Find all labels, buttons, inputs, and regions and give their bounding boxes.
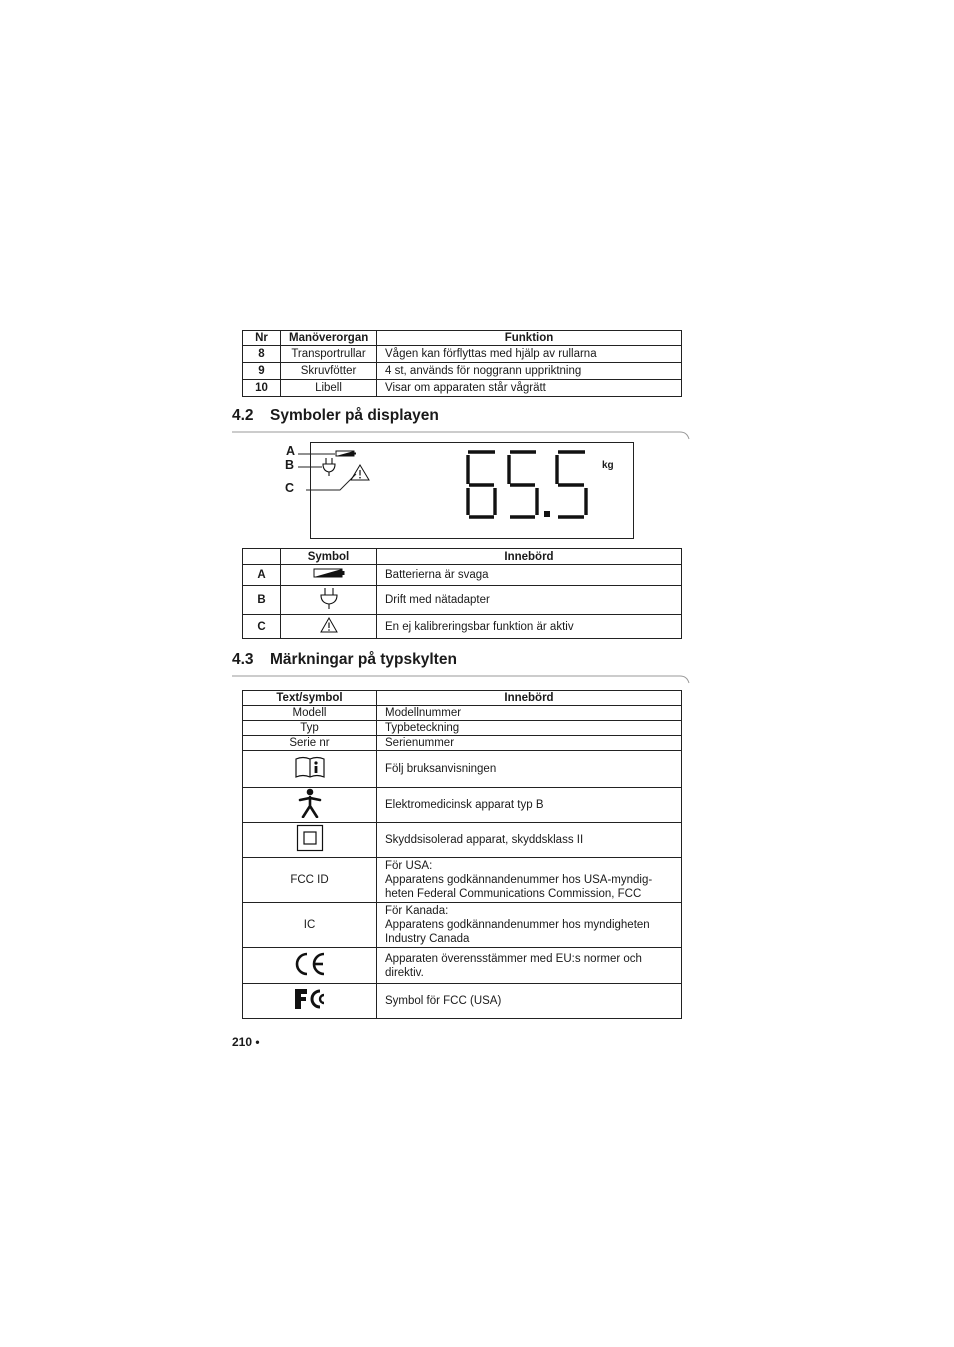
- display-symbols-table: [242, 548, 682, 639]
- page-number: 210 •: [232, 1035, 260, 1049]
- row-symbol: Typ: [243, 721, 377, 736]
- row-symbol: Serie nr: [243, 736, 377, 751]
- warning-triangle-icon: [320, 617, 338, 633]
- row-meaning: Modellnummer: [377, 706, 682, 721]
- section-rule: [232, 672, 692, 684]
- table-row: [243, 751, 682, 788]
- table-row: [243, 363, 682, 380]
- row-nr: 10: [243, 380, 281, 397]
- label-markings-table: [242, 690, 682, 1019]
- row-key: C: [243, 615, 281, 639]
- symbol-cell: [281, 615, 377, 639]
- fcc-logo-icon: [293, 986, 327, 1012]
- row-organ: Libell: [281, 380, 377, 397]
- row-meaning: Batterierna är svaga: [377, 565, 682, 586]
- row-meaning: [377, 948, 682, 984]
- section-title: Symboler på displayen: [270, 407, 439, 424]
- table-row: [243, 380, 682, 397]
- col-header-funktion: Funktion: [377, 331, 682, 346]
- table-row: [243, 903, 682, 948]
- row-nr: 9: [243, 363, 281, 380]
- symbol-cell: [243, 751, 377, 788]
- meaning-line: Apparatens godkännandenummer hos myndigheten: [385, 919, 650, 931]
- symbol-cell: [243, 788, 377, 823]
- table-row: [243, 736, 682, 751]
- row-meaning: [377, 903, 682, 948]
- col-header-meaning: Innebörd: [377, 549, 682, 565]
- row-meaning: Drift med nätadapter: [377, 586, 682, 615]
- table-row: [243, 788, 682, 823]
- table-row: [243, 346, 682, 363]
- table-row: [243, 706, 682, 721]
- row-symbol: IC: [243, 903, 377, 948]
- row-meaning: Typbeteckning: [377, 721, 682, 736]
- instructions-book-icon: [294, 755, 326, 779]
- label-a: A: [286, 444, 296, 458]
- meaning-line: Apparatens godkännandenummer hos USA-myndig-: [385, 874, 653, 886]
- table-row: [243, 615, 682, 639]
- row-meaning: Följ bruksanvisningen: [377, 751, 682, 788]
- row-meaning: [377, 858, 682, 903]
- decimal-point: [544, 511, 550, 517]
- row-meaning: Elektromedicinsk apparat typ B: [377, 788, 682, 823]
- row-meaning: Serienummer: [377, 736, 682, 751]
- section-heading-4-3: [232, 651, 457, 669]
- meaning-line: Apparaten överensstämmer med EU:s normer och: [385, 952, 642, 965]
- table-row: [243, 565, 682, 586]
- section-number: 4.3: [232, 651, 254, 668]
- table-row: [243, 586, 682, 615]
- section-rule: [232, 428, 692, 440]
- meaning-line: heten Federal Communications Commission, FCC: [385, 888, 642, 900]
- row-nr: 8: [243, 346, 281, 363]
- ce-mark-icon: [293, 951, 327, 977]
- row-meaning: En ej kalibreringsbar funktion är aktiv: [377, 615, 682, 639]
- symbol-cell: [243, 823, 377, 858]
- row-symbol: Modell: [243, 706, 377, 721]
- meaning-line: Industry Canada: [385, 933, 470, 945]
- row-key: A: [243, 565, 281, 586]
- symbol-cell: [243, 948, 377, 984]
- class-ii-square-icon: [296, 824, 324, 852]
- table-row: [243, 984, 682, 1019]
- meaning-line: För USA:: [385, 860, 433, 872]
- type-b-body-icon: [298, 788, 322, 818]
- row-organ: Transportrullar: [281, 346, 377, 363]
- meaning-line: För Kanada:: [385, 905, 449, 917]
- table-row: [243, 858, 682, 903]
- row-symbol: FCC ID: [243, 858, 377, 903]
- label-c: C: [285, 481, 295, 495]
- controls-table: [242, 330, 682, 397]
- meaning-line: direktiv.: [385, 966, 424, 979]
- col-header-text-symbol: Text/symbol: [243, 691, 377, 706]
- unit-label: kg: [602, 460, 614, 471]
- label-b: B: [285, 458, 295, 472]
- col-header-symbol: Symbol: [281, 549, 377, 565]
- display-illustration: [280, 440, 640, 542]
- row-meaning: Symbol för FCC (USA): [377, 984, 682, 1019]
- symbol-cell: [281, 586, 377, 615]
- section-title: Märkningar på typskylten: [270, 651, 457, 668]
- symbol-cell: [243, 984, 377, 1019]
- col-header-key: [243, 549, 281, 565]
- table-row: [243, 823, 682, 858]
- col-header-meaning: Innebörd: [377, 691, 682, 706]
- row-funktion: Vågen kan förflyttas med hjälp av rullarna: [377, 346, 682, 363]
- row-key: B: [243, 586, 281, 615]
- section-number: 4.2: [232, 407, 254, 424]
- row-funktion: 4 st, används för noggrann uppriktning: [377, 363, 682, 380]
- power-plug-icon: [317, 586, 341, 610]
- col-header-nr: Nr: [243, 331, 281, 346]
- row-meaning: Skyddsisolerad apparat, skyddsklass II: [377, 823, 682, 858]
- col-header-organ: Manöverorgan: [281, 331, 377, 346]
- table-row: [243, 948, 682, 984]
- row-organ: Skruvfötter: [281, 363, 377, 380]
- row-funktion: Visar om apparaten står vågrätt: [377, 380, 682, 397]
- battery-low-icon: [312, 567, 346, 579]
- symbol-cell: [281, 565, 377, 586]
- section-heading-4-2: [232, 407, 439, 425]
- table-row: [243, 721, 682, 736]
